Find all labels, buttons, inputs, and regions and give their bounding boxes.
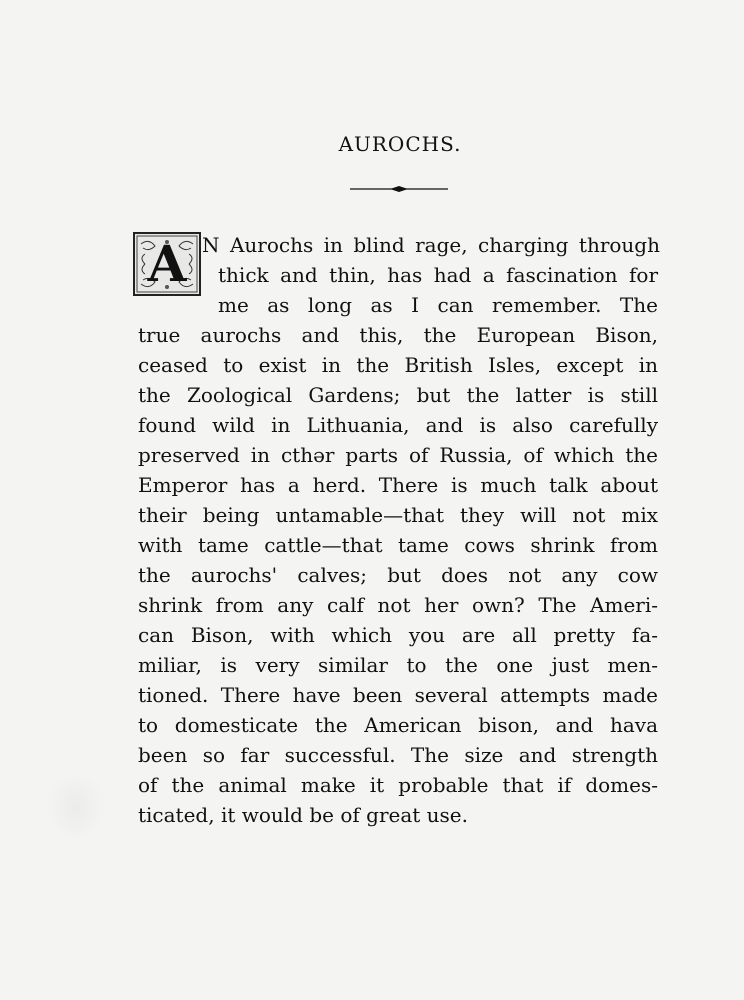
paragraph-line: true aurochs and this, the European Bison, (138, 323, 658, 347)
paragraph-line: the aurochs' calves; but does not any cow (138, 563, 658, 587)
paragraph-line: me as long as I can remember. The (218, 293, 658, 317)
paragraph-line: of the animal make it probable that if domes- (138, 773, 658, 797)
paragraph-line: with tame cattle—that tame cows shrink from (138, 533, 658, 557)
initial-letter: A (147, 234, 187, 293)
paragraph-line: can Bison, with which you are all pretty fa- (138, 623, 658, 647)
paragraph-line: thick and thin, has had a fascination for (218, 263, 658, 287)
paragraph-line: shrink from any calf not her own? The Ameri- (138, 593, 658, 617)
paragraph-line-last: ticated, it would be of great use. (138, 803, 468, 827)
paragraph-line: found wild in Lithuania, and is also carefully (138, 413, 658, 437)
paragraph-line: N Aurochs in blind rage, charging through (202, 233, 660, 257)
ornament-divider-icon (350, 183, 448, 195)
page-title: AUROCHS. (338, 132, 462, 156)
paragraph-line: preserved in cthər parts of Russia, of which the (138, 443, 658, 467)
paragraph-line: miliar, is very similar to the one just men- (138, 653, 658, 677)
paragraph-line: Emperor has a herd. There is much talk about (138, 473, 658, 497)
paragraph-line: tioned. There have been several attempts made (138, 683, 658, 707)
ornamental-initial (133, 232, 201, 296)
paragraph-line: been so far successful. The size and strength (138, 743, 658, 767)
paragraph-line: the Zoological Gardens; but the latter is still (138, 383, 658, 407)
paragraph-line: to domesticate the American bison, and hava (138, 713, 658, 737)
paragraph-line: ceased to exist in the British Isles, except in (138, 353, 658, 377)
page-smudge (46, 772, 106, 842)
paragraph-line: their being untamable—that they will not mix (138, 503, 658, 527)
